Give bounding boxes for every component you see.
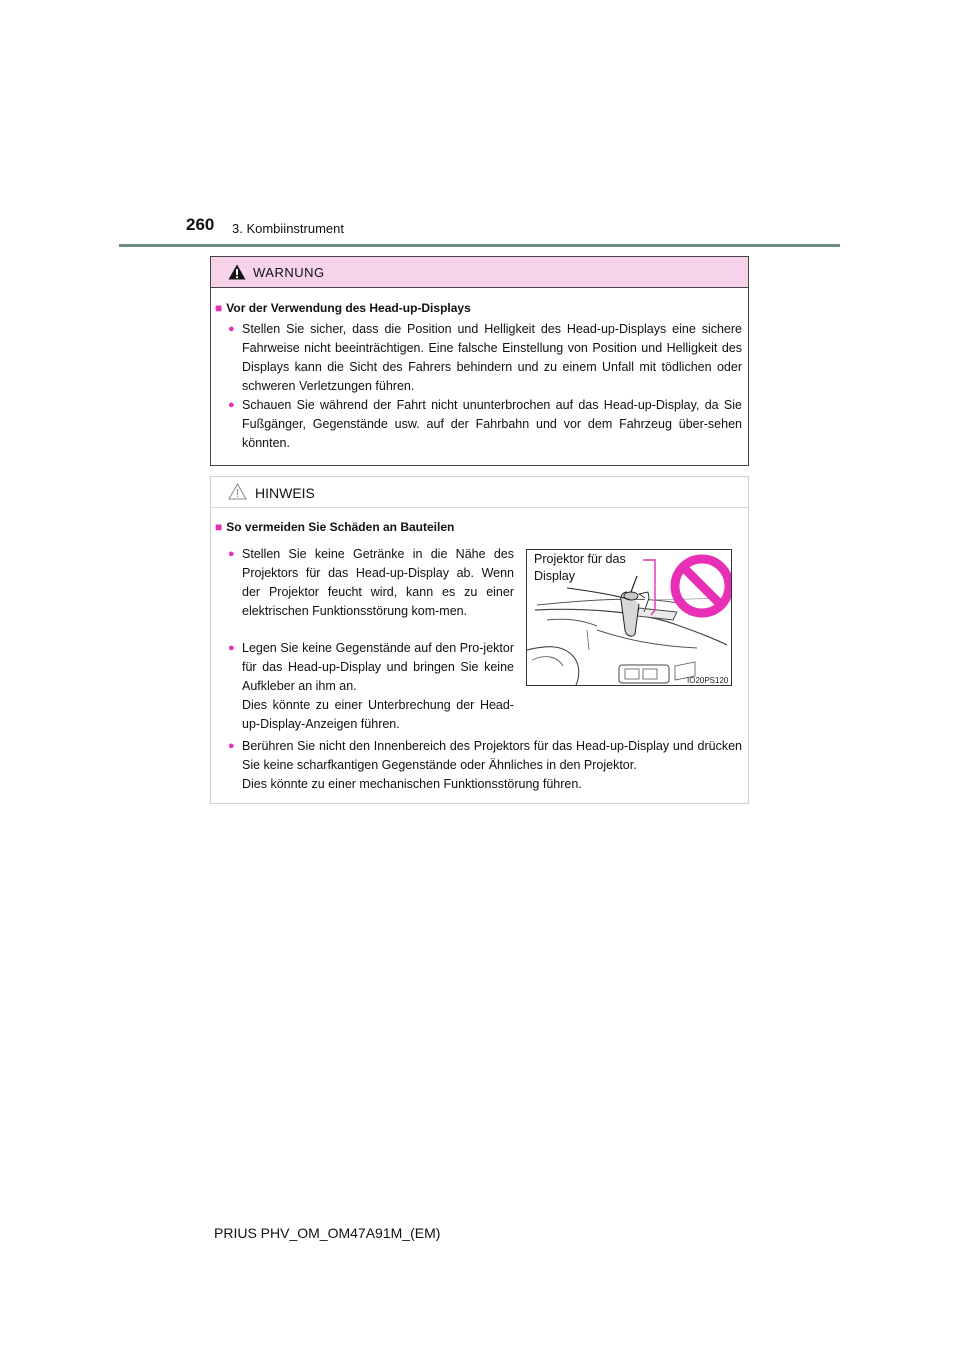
circle-bullet-icon: ● xyxy=(228,399,235,411)
circle-bullet-icon: ● xyxy=(228,548,235,560)
notice-label: HINWEIS xyxy=(255,485,315,501)
document-id: PRIUS PHV_OM_OM47A91M_(EM) xyxy=(214,1225,441,1241)
warning-triangle-icon xyxy=(228,264,246,280)
circle-bullet-icon: ● xyxy=(228,642,235,654)
notice-heading: ■ So vermeiden Sie Schäden an Bauteilen xyxy=(215,520,455,534)
header-divider xyxy=(119,244,840,247)
warning-header xyxy=(211,257,748,288)
warning-bullet-2: ● Schauen Sie während der Fahrt nicht ununterbrochen auf das Head-up-Display, da Sie Fußgänger, Gegenstände usw. auf der Fahrbahn und vor dem Fahrzeug über-sehen könnten. xyxy=(228,398,742,450)
square-bullet-icon: ■ xyxy=(215,520,223,534)
notice-header xyxy=(211,477,748,508)
warning-label: WARNUNG xyxy=(253,265,325,280)
figure-code: IO20PS120 xyxy=(687,676,729,685)
warning-bullet-1: ● Stellen Sie sicher, dass die Position und Helligkeit des Head-up-Displays eine sichere Fahrweise nicht beeinträchtigen. Eine falsche Einstellung von Position und Helligkeit des Displays kann die Sicht des Fahrers behindern und zu einem Unfall mit tödlichen oder schweren Verletzungen führen. xyxy=(228,322,742,393)
notice-bullet-3: ● Berühren Sie nicht den Innenbereich des Projektors für das Head-up-Display und drücken Sie keine scharfkantigen Gegenstände oder Ähnliches in den Projektor. Dies könnte zu einer mechanischen Funktionsstörung führen. xyxy=(228,739,742,791)
notice-bullet-2: ● Legen Sie keine Gegenstände auf den Pro-jektor für das Head-up-Display und bringen Sie keine Aufkleber an ihm an. Dies könnte zu einer Unterbrechung der Head-up-Display-Anzeigen führen. xyxy=(228,641,514,731)
circle-bullet-icon: ● xyxy=(228,323,235,335)
notice-bullet-1: ● Stellen Sie keine Getränke in die Nähe des Projektors für das Head-up-Display ab. Wenn der Projektor feucht wird, kann es zu einer elektrischen Funktionsstörung kom-men. xyxy=(228,547,514,618)
page-number: 260 xyxy=(186,215,215,234)
caution-triangle-icon xyxy=(228,483,247,500)
warning-heading: ■ Vor der Verwendung des Head-up-Displays xyxy=(215,301,471,315)
section-title: 3. Kombiinstrument xyxy=(232,221,344,236)
square-bullet-icon: ■ xyxy=(215,301,223,315)
figure-callout-label: Projektor für das Display xyxy=(534,552,626,583)
circle-bullet-icon: ● xyxy=(228,740,235,752)
